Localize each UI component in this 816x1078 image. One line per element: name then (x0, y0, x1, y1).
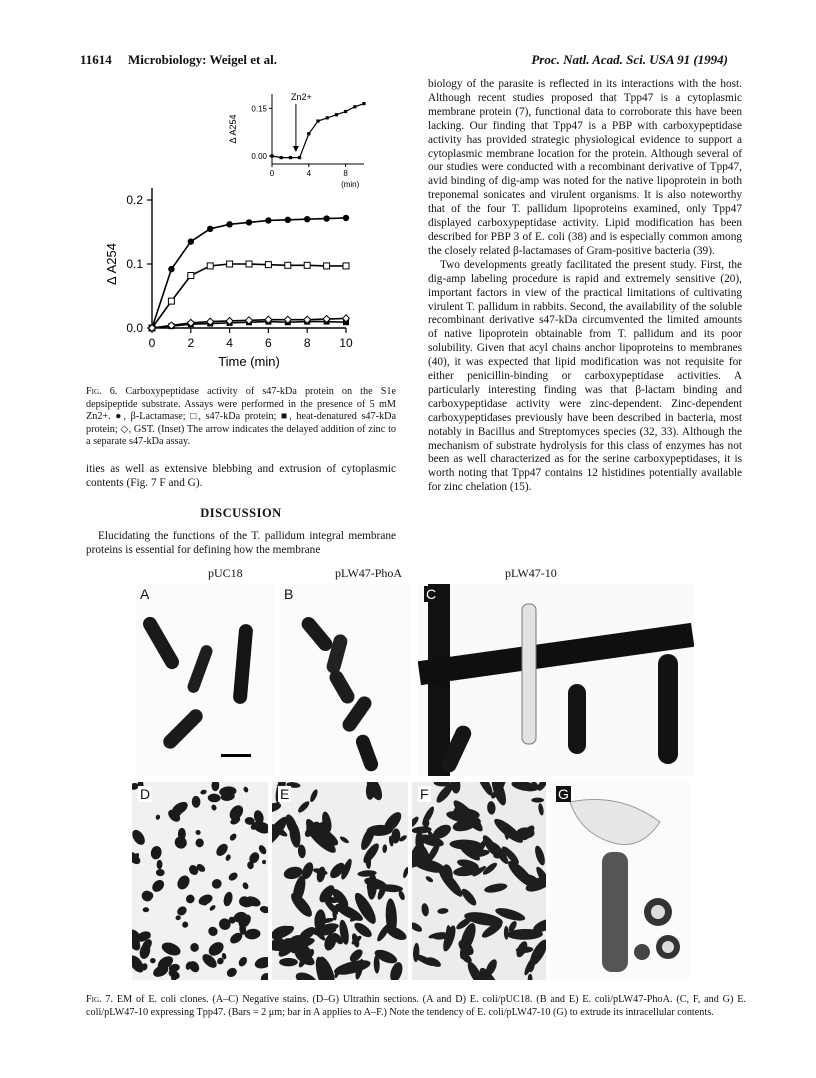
panel-a-image (136, 584, 274, 776)
inset-data-point (353, 105, 356, 108)
data-point (285, 217, 291, 223)
fig7-caption (86, 994, 746, 1019)
fig7-panel-d (132, 782, 268, 980)
em-cell (279, 958, 298, 967)
data-point (227, 261, 233, 267)
panel-e-image (272, 782, 408, 980)
fig6-caption (86, 386, 396, 449)
data-point (188, 273, 194, 279)
fig7-caption-label: Fig. 7. (86, 994, 114, 1005)
inset-y-tick-label: 0.15 (251, 104, 267, 114)
fig7-caption-text: EM of E. coli clones. (A–C) Negative stains. (D–G) Ultrathin sections. (A and D) E. coli/pUC18. (B and E) E. coli/pLW47-PhoA. (C, F, and G) E. coli/pLW47-10 expressing Tpp47. (Bars = 2 μm; bar in A applies to A–F.) Note the tendency of E. coli/pLW47-10 (G) to extrude its intracellular contents. (86, 994, 746, 1018)
panel-c-image (418, 584, 694, 776)
inset-x-tick-label: 0 (269, 169, 275, 178)
data-point (207, 226, 213, 232)
x-axis-label: Time (min) (218, 354, 280, 369)
panel-g-image (550, 782, 690, 980)
inset-data-point (316, 119, 319, 122)
data-point (207, 263, 213, 269)
inset-data-point (344, 110, 347, 113)
data-point (265, 262, 271, 268)
em-cell (143, 907, 149, 912)
data-point (324, 263, 330, 269)
inset-data-point (335, 113, 338, 116)
data-point (304, 216, 310, 222)
x-tick-label: 8 (303, 336, 311, 350)
data-point (265, 217, 271, 223)
page-number: 11614 (80, 52, 112, 67)
inset-data-point (362, 102, 365, 105)
panel-label-b: B (284, 586, 294, 602)
running-head-section: Microbiology: Weigel et al. (128, 52, 277, 67)
inset-y-tick-label: 0.00 (251, 152, 267, 161)
inset-data-point (298, 156, 301, 159)
fig7-col-title-1: pUC18 (208, 566, 243, 580)
right-col-paragraph-1: biology of the parasite is reflected in its interactions with the host. Although recent studies proposed that Tpp47 is a cytoplasmic membrane protein (7), functional data to corroborate this have been lacking. Our finding that Tpp47 is a PBP with carboxypeptidase activity has provided strategic physiological evidence to support a cytoplasmic membrane location for the protein. Although several of our studies were conducted with a recombinant derivative of Tpp47, avid binding of dig-amp was noted for the native lipoprotein in both treponemal sonicates and virulent organisms. It is also noteworthy that of the four T. pallidum lipoproteins examined, only Tpp47 displayed carboxypeptidase activity. Lipid modification has been described for PBP 3 of E. coli (38) and is especially common among the closely related β-lactamases of Gram-positive bacteria (39). (428, 78, 742, 257)
fig6-caption-label: Fig. 6. (86, 386, 118, 397)
discussion-paragraph: Elucidating the functions of the T. pallidum integral membrane proteins is essential for defining how the membrane (86, 530, 396, 556)
fig6-inset-plot (228, 92, 366, 189)
panel-label-g: G (558, 786, 569, 802)
panel-f-image (412, 782, 546, 980)
panel-label-f: F (420, 786, 429, 802)
inset-x-axis-label: (min) (341, 180, 360, 189)
inset-data-point (270, 154, 273, 157)
inset-x-tick-label: 8 (343, 169, 348, 178)
discussion-heading: DISCUSSION (200, 506, 282, 520)
inset-series-line (272, 104, 364, 158)
fig7-panel-a (136, 584, 274, 776)
inset-data-point (326, 116, 329, 119)
data-point (343, 215, 349, 221)
fig7-panel-b (280, 584, 410, 776)
data-point (304, 262, 310, 268)
right-column (428, 78, 742, 495)
data-point (246, 219, 252, 225)
data-point (323, 215, 329, 221)
fig7-panel-f (412, 782, 546, 980)
em-cell (531, 798, 544, 803)
fig7-panel-e (272, 782, 408, 980)
fig6-chart (96, 80, 376, 380)
x-tick-label: 10 (339, 336, 353, 350)
inset-data-point (289, 156, 292, 159)
em-cell (201, 900, 207, 906)
left-col-paragraph (86, 530, 396, 558)
fig6-main-plot (104, 188, 353, 369)
panel-label-a: A (140, 586, 150, 602)
inset-data-point (280, 156, 283, 159)
y-tick-label: 0.0 (126, 321, 143, 335)
fig7-col-title-3: pLW47-10 (505, 566, 557, 580)
panel-label-e: E (280, 786, 290, 802)
data-point (246, 261, 252, 267)
inset-x-tick-label: 4 (306, 169, 312, 178)
panel-d-image (132, 782, 268, 980)
y-axis-label: Δ A254 (104, 243, 119, 285)
data-point (188, 238, 194, 244)
data-point (168, 298, 174, 304)
fig7-panel-g (550, 782, 690, 980)
data-point (285, 262, 291, 268)
inset-data-point (307, 132, 310, 135)
y-tick-label: 0.1 (126, 257, 143, 271)
data-point (168, 266, 174, 272)
panel-label-c: C (426, 586, 437, 602)
x-tick-label: 4 (226, 336, 233, 350)
x-tick-label: 2 (187, 336, 195, 350)
inset-annotation-zn: Zn2+ (291, 92, 312, 102)
x-tick-label: 0 (148, 336, 156, 350)
fig7-panel-c (418, 584, 694, 776)
data-point (226, 221, 232, 227)
panel-label-d: D (140, 786, 151, 802)
data-point (343, 263, 349, 269)
fig7-col-title-2: pLW47-PhoA (335, 566, 403, 580)
page-header (0, 52, 816, 72)
panel-b-image (280, 584, 410, 776)
series-line (152, 218, 346, 328)
y-tick-label: 0.2 (126, 193, 143, 207)
fig6-caption-text: Carboxypeptidase activity of s47-kDa protein on the S1e depsipeptide substrate. Assays were performed in the presence of 5 mM Zn2+. ●, β-Lactamase; □, s47-kDa protein; ■, heat-denatured s47-kDa protein; ◇, GST. (Inset) The arrow indicates the delayed addition of zinc to a separate s47-kDa assay. (86, 386, 397, 448)
inset-arrow-head (293, 146, 299, 152)
inset-y-axis-label: Δ A254 (228, 114, 238, 144)
left-col-continuation: ities as well as extensive blebbing and extrusion of cytoplasmic contents (Fig. 7 F and G). (86, 463, 396, 489)
x-tick-label: 6 (265, 336, 272, 350)
journal-citation: Proc. Natl. Acad. Sci. USA 91 (1994) (531, 52, 728, 67)
right-col-paragraph-2: Two developments greatly facilitated the present study. First, the dig-amp labeling procedure is rapid and extremely sensitive (20), important factors in view of the practical limitations of cultivating virulent T. pallidum in rabbits. Second, the availability of the soluble recombinant derivative s47-kDa circumvented the limited amounts of native lipoprotein obtainable from T. pallidum and its poor solubility. Given that acyl chains anchor lipoproteins to membranes (40), it was expected that lipid modification was not requisite for either penicillin-binding or carboxypeptidase activities. A particularly interesting finding was that β-lactam binding and carboxypeptidase activity were zinc-dependent. Zinc-dependent carboxypeptidases previously have been described in bacteria, most notably in Bacillus and Streptomyces species (32, 33). Although the mechanism of substrate hydrolysis for this class of enzymes has not been as well characterized as for the serine carboxypeptidases, it is worth noting that Tpp47 contains 12 histidines potentially available for zinc chelation (15). (428, 258, 742, 494)
